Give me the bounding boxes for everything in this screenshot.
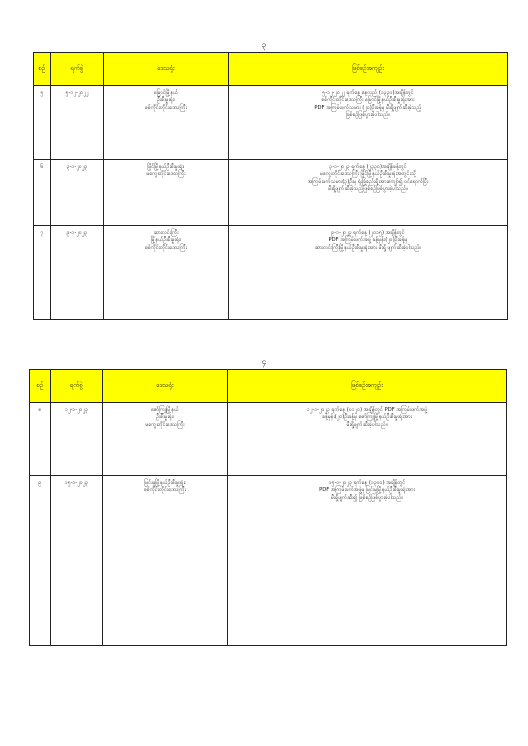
row-date: ၉-၁-၂၀၂၃ — [51, 226, 104, 320]
table-row — [30, 403, 507, 476]
row-date: ၁၂-၁-၂၀၂၃ — [51, 403, 103, 476]
row-date: ၁၅-၁-၂၀၂၃ — [51, 476, 103, 646]
row-summary: ၅-၁၂-၂၀၂၂ ရက်နေ့ နေ့လည် (၁၃၃၀)အချိန်တွင် စစ်ကိုင်းတိုင်းဒေသကြီး မြောင်မြို့နယ်ဦးစီးမှူးရုံးအား PDF အကြမ်းဖက်သမား (၂၀)ဦးခန့်မှ မီးရှို့ဖျက်ဆီးခဲ့သည့် ဖြစ်စဉ်ဖြစ်ပွားခဲ့ပါသည်။ — [229, 86, 508, 160]
row-summary: ၁၂-၁-၂၀၂၃ ရက်နေ့ (၀၁၂၀) အချိန်တွင် PDF အကြမ်းဖက်အဖွဲ့ ခန့်မှန်း(၂၀)ဦးခန့်မှ ဇော်ကြူမြို့နယ်ဦးစီးမှူးရုံးအား မီးရှို့ဖျက်ဆီးခဲ့ပါသည်။ — [228, 403, 507, 476]
header-serial: စဉ် — [30, 370, 51, 403]
header-summary: ဖြစ်စဉ်အကျဉ်း — [228, 370, 507, 403]
row-office: ဆားလင်းကြီး မြို့နယ်ဦးစီးမှူးရုံး၊ စစ်ကိုင်းတိုင်းဒေသကြီး — [104, 226, 229, 320]
header-office: ဒေသရုံး — [104, 53, 229, 86]
row-serial: ၆ — [34, 160, 51, 226]
row-serial: ၉ — [30, 476, 51, 646]
header-serial: စဉ် — [34, 53, 51, 86]
header-date: ရက်စွဲ — [51, 53, 104, 86]
row-office: ဇော်ကြူမြို့နယ် ဦးစီးမှူးရုံး၊ မကွေးတိုင်းဒေသကြီး — [103, 403, 228, 476]
row-serial: ၇ — [34, 226, 51, 320]
table-header-row — [34, 53, 508, 86]
table-row — [34, 86, 508, 160]
row-date: ၃-၁-၂၀၂၃ — [51, 160, 104, 226]
row-serial: ၅ — [34, 86, 51, 160]
row-date: ၅-၁၂-၂၀၂၂ — [51, 86, 104, 160]
row-office: မြိုင်မြို့နယ်ဦးစီးမှူးရုံး၊ မကွေးတိုင်းဒေသကြီး — [104, 160, 229, 226]
header-office: ဒေသရုံး — [103, 370, 228, 403]
row-office: မြောင်မြို့နယ် ဦးစီးမှူးရုံး၊ စစ်ကိုင်းတိုင်းဒေသကြီး — [104, 86, 229, 160]
header-date: ရက်စွဲ — [51, 370, 103, 403]
header-summary: ဖြစ်စဉ်အကျဉ်း — [229, 53, 508, 86]
table-row — [34, 226, 508, 320]
row-office: မြင်းမူမြို့နယ်ဦးစီးမှူးရုံး၊ စစ်ကိုင်းတိုင်းဒေသကြီး — [103, 476, 228, 646]
incident-table-page-2 — [29, 369, 507, 646]
row-serial: ၈ — [30, 403, 51, 476]
table-row — [30, 476, 507, 646]
page-number: ၄ — [261, 357, 267, 366]
row-summary: ၃-၁-၂၀၂၃ ရက်နေ့ (၂၃၃၀)အချိန်ခန့်တွင် မကွေးတိုင်းဒေသကြီး မြိုင်မြို့နယ်ဦးစီးမှူးရုံးအတွင်းသို့ အကြမ်းဖက်သမား(၃)ဦးမှ ရုံးခြံစည်းရိုးအားကျော်၍ ဝင်ရောက်ပြီး မီးရှို့ဖျက်ဆီးခဲ့သည့်ဖြစ်စဉ်ဖြစ်ပွားခဲ့ပါသည်။ — [229, 160, 508, 226]
page-number: ၃ — [261, 40, 267, 49]
table-header-row — [30, 370, 507, 403]
row-summary: ၁၅-၁-၂၀၂၃ ရက်နေ့ (၁၃၀၀) အချိန်တွင် PDF အကြမ်းဖက်အဖွဲ့မှ မြင်းမူမြို့နယ်ဦးစီးမှူးရုံးအား မီးရှို့ဖျက်ဆီး၍ ဖြစ်စဉ်ဖြစ်ပွားခဲ့ပါသည်။ — [228, 476, 507, 646]
table-row — [34, 160, 508, 226]
row-summary: ၉-၁-၂၀၂၃ ရက်နေ့ (၂၀၁၅) အချိန်တွင် PDF အကြမ်းဖက်အဖွဲ့ ခန့်မှန်း(၂၀)ဦးခန့်မှ ဆားလင်းကြီးမြို့နယ်ဦးစီးမှူးရုံးအား မီးရှို့ ဖျက်ဆီးခဲ့ပါသည်။ — [229, 226, 508, 320]
incident-table-page-1 — [33, 52, 508, 320]
